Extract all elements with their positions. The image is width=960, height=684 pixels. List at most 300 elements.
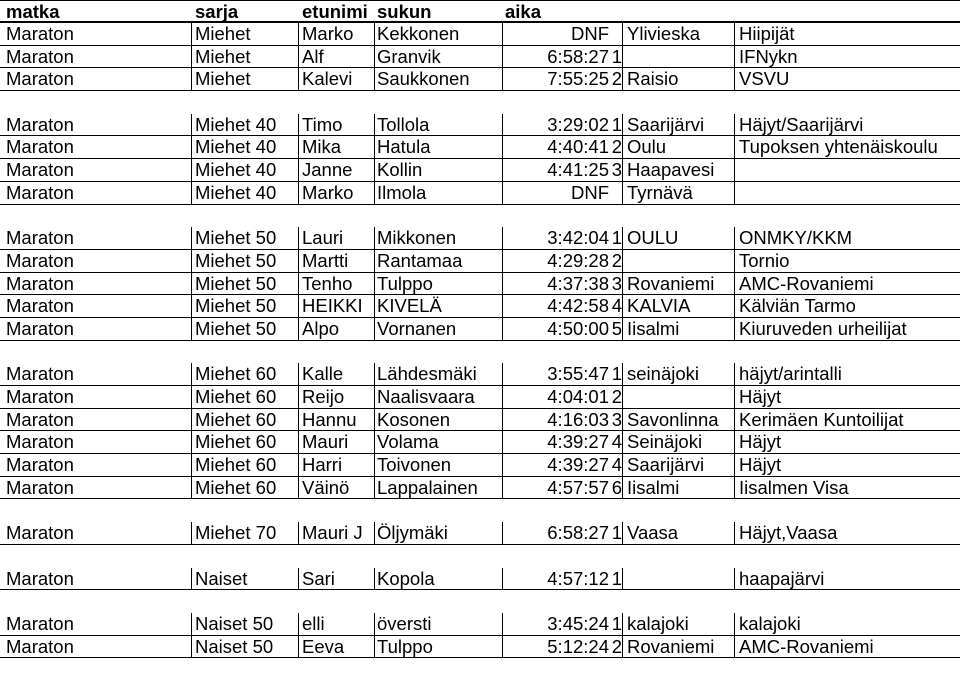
matka-cell[interactable]: Maraton <box>6 522 74 544</box>
etunimi-cell[interactable]: Tenho <box>302 272 353 294</box>
column-divider <box>622 454 623 476</box>
column-divider <box>502 114 503 136</box>
seura-cell[interactable] <box>739 182 959 204</box>
seura-cell[interactable]: IFNykn <box>739 45 798 67</box>
aika-cell[interactable]: 4:29:28 <box>547 249 609 271</box>
etunimi-cell[interactable]: Kalevi <box>302 68 353 90</box>
column-divider <box>374 182 375 204</box>
aika-cell[interactable]: 4:57:12 <box>547 567 609 589</box>
matka-cell[interactable]: Maraton <box>6 386 74 407</box>
column-divider <box>502 318 503 340</box>
etunimi-cell[interactable]: Alpo <box>302 317 340 339</box>
sarja-cell[interactable]: Miehet 60 <box>195 386 277 407</box>
etunimi-cell[interactable]: Mauri J <box>302 522 363 544</box>
table-row <box>0 477 960 500</box>
column-divider <box>502 431 503 453</box>
header-sarja: sarja <box>195 1 239 21</box>
column-divider <box>374 318 375 340</box>
sija-cell[interactable]: 4 <box>611 454 622 476</box>
sukunimi-cell[interactable]: översti <box>377 612 432 634</box>
column-divider <box>298 46 299 68</box>
column-divider <box>191 477 192 499</box>
column-divider <box>374 636 375 658</box>
column-divider <box>502 23 503 45</box>
column-divider <box>622 227 623 249</box>
column-divider <box>502 477 503 499</box>
sija-cell[interactable]: 1 <box>611 363 622 385</box>
aika-cell[interactable]: 4:04:01 <box>547 386 609 407</box>
column-divider <box>298 318 299 340</box>
sukunimi-cell[interactable]: Kekkonen <box>377 23 460 44</box>
sarja-cell[interactable]: Miehet 50 <box>195 317 277 339</box>
paikka-cell[interactable]: Iisalmi <box>627 317 680 339</box>
seura-cell[interactable] <box>739 159 959 181</box>
column-divider <box>191 431 192 453</box>
aika-cell[interactable]: 3:29:02 <box>547 113 609 135</box>
empty-row <box>0 590 960 613</box>
column-divider <box>298 386 299 408</box>
paikka-cell[interactable]: Iisalmi <box>627 476 680 498</box>
column-divider <box>374 568 375 590</box>
aika-cell[interactable]: 3:45:24 <box>547 612 609 634</box>
column-divider <box>191 136 192 158</box>
paikka-cell[interactable]: Seinäjoki <box>627 431 703 453</box>
sija-cell[interactable]: 4 <box>611 431 622 453</box>
aika-cell[interactable]: 4:39:27 <box>547 454 609 476</box>
column-divider <box>374 295 375 317</box>
sarja-cell[interactable]: Miehet <box>195 23 251 44</box>
etunimi-cell[interactable]: Reijo <box>302 386 345 407</box>
column-divider <box>502 409 503 431</box>
column-divider <box>502 46 503 68</box>
sarja-cell[interactable]: Miehet 50 <box>195 227 277 249</box>
sija-cell[interactable]: 4 <box>611 295 622 317</box>
column-divider <box>298 182 299 204</box>
etunimi-cell[interactable]: Mauri <box>302 431 349 453</box>
column-divider <box>298 454 299 476</box>
matka-cell[interactable]: Maraton <box>6 431 74 453</box>
column-divider <box>374 409 375 431</box>
table-row <box>0 159 960 182</box>
matka-cell[interactable]: Maraton <box>6 317 74 339</box>
sija-cell[interactable]: 1 <box>611 113 622 135</box>
column-divider <box>298 363 299 385</box>
paikka-cell[interactable]: Saarijärvi <box>627 454 705 476</box>
sija-cell[interactable]: 5 <box>611 317 622 339</box>
sukunimi-cell[interactable]: Toivonen <box>377 454 452 476</box>
column-divider <box>191 68 192 90</box>
aika-cell[interactable]: 7:55:25 <box>547 68 609 90</box>
column-divider <box>298 409 299 431</box>
etunimi-cell[interactable]: Timo <box>302 113 343 135</box>
column-divider <box>502 182 503 204</box>
etunimi-cell[interactable]: Harri <box>302 454 343 476</box>
matka-cell[interactable]: Maraton <box>6 363 74 385</box>
etunimi-cell[interactable]: Janne <box>302 159 353 181</box>
matka-cell[interactable]: Maraton <box>6 408 74 430</box>
column-divider <box>191 454 192 476</box>
column-divider <box>191 568 192 590</box>
paikka-cell[interactable]: Tyrnävä <box>627 181 693 203</box>
matka-cell[interactable]: Maraton <box>6 45 74 67</box>
etunimi-cell[interactable]: Mika <box>302 136 342 158</box>
sija-cell[interactable]: 2 <box>611 68 622 90</box>
matka-cell[interactable]: Maraton <box>6 272 74 294</box>
sarja-cell[interactable]: Naiset 50 <box>195 635 274 657</box>
column-divider <box>622 477 623 499</box>
sija-cell[interactable]: 2 <box>611 386 622 407</box>
column-divider <box>298 273 299 295</box>
table-row <box>0 227 960 250</box>
aika-cell[interactable]: 6:58:27 <box>547 522 609 544</box>
sija-cell[interactable]: 1 <box>611 227 622 249</box>
seura-cell[interactable]: VSVU <box>739 68 790 90</box>
etunimi-cell[interactable]: Hannu <box>302 408 357 430</box>
sarja-cell[interactable]: Miehet 60 <box>195 363 277 385</box>
column-divider <box>622 613 623 635</box>
seura-cell[interactable]: Kiuruveden urheilijat <box>739 317 907 339</box>
column-divider <box>191 613 192 635</box>
column-divider <box>622 68 623 90</box>
table-row <box>0 23 960 46</box>
sukunimi-cell[interactable]: KIVELÄ <box>377 295 442 317</box>
column-divider <box>191 273 192 295</box>
column-divider <box>298 477 299 499</box>
matka-cell[interactable]: Maraton <box>6 249 74 271</box>
column-divider <box>374 613 375 635</box>
table-row <box>0 318 960 341</box>
aika-cell[interactable]: 6:58:27 <box>547 45 609 67</box>
table-row <box>0 136 960 159</box>
sarja-cell[interactable]: Miehet 60 <box>195 431 277 453</box>
column-divider <box>191 295 192 317</box>
column-divider <box>622 409 623 431</box>
table-row <box>0 613 960 636</box>
column-divider <box>622 363 623 385</box>
paikka-cell[interactable]: Oulu <box>627 136 667 158</box>
column-divider <box>191 522 192 544</box>
paikka-cell[interactable]: Ylivieska <box>627 23 700 44</box>
sija-cell[interactable]: 2 <box>611 635 622 657</box>
seura-cell[interactable]: Iisalmen Visa <box>739 476 849 498</box>
sukunimi-cell[interactable]: Granvik <box>377 45 441 67</box>
sarja-cell[interactable]: Miehet 60 <box>195 408 277 430</box>
matka-cell[interactable]: Maraton <box>6 113 74 135</box>
seura-cell[interactable]: AMC-Rovaniemi <box>739 272 874 294</box>
sija-cell[interactable]: 3 <box>611 159 622 181</box>
etunimi-cell[interactable]: Marko <box>302 181 354 203</box>
column-divider <box>374 159 375 181</box>
sukunimi-cell[interactable]: Kopola <box>377 567 435 589</box>
paikka-cell[interactable]: Saarijärvi <box>627 113 705 135</box>
aika-cell[interactable]: 4:41:25 <box>547 159 609 181</box>
sukunimi-cell[interactable]: Vornanen <box>377 317 457 339</box>
column-divider <box>622 431 623 453</box>
sukunimi-cell[interactable]: Mikkonen <box>377 227 457 249</box>
matka-cell[interactable]: Maraton <box>6 567 74 589</box>
sukunimi-cell[interactable]: Tollola <box>377 113 430 135</box>
sarja-cell[interactable]: Naiset 50 <box>195 612 274 634</box>
column-divider <box>191 159 192 181</box>
sija-cell[interactable] <box>605 23 622 45</box>
etunimi-cell[interactable]: Marko <box>302 23 354 44</box>
column-divider <box>502 613 503 635</box>
sija-cell[interactable]: 3 <box>611 272 622 294</box>
sija-cell[interactable]: 1 <box>611 522 622 544</box>
sarja-cell[interactable]: Miehet 40 <box>195 181 277 203</box>
column-divider <box>374 477 375 499</box>
aika-cell[interactable]: 5:12:24 <box>547 635 609 657</box>
column-divider <box>502 522 503 544</box>
matka-cell[interactable]: Maraton <box>6 159 74 181</box>
empty-row <box>0 91 960 114</box>
column-divider <box>298 522 299 544</box>
etunimi-cell[interactable]: Kalle <box>302 363 344 385</box>
seura-cell[interactable]: Kälviän Tarmo <box>739 295 856 317</box>
sarja-cell[interactable]: Miehet 60 <box>195 476 277 498</box>
aika-cell[interactable]: 4:57:57 <box>547 476 609 498</box>
matka-cell[interactable]: Maraton <box>6 635 74 657</box>
sarja-cell[interactable]: Miehet 50 <box>195 295 277 317</box>
column-divider <box>298 295 299 317</box>
paikka-cell[interactable]: seinäjoki <box>627 363 699 385</box>
paikka-cell[interactable]: Haapavesi <box>627 159 715 181</box>
matka-cell[interactable]: Maraton <box>6 23 74 44</box>
table-row <box>0 295 960 318</box>
sukunimi-cell[interactable]: Kollin <box>377 159 423 181</box>
paikka-cell[interactable]: Vaasa <box>627 522 679 544</box>
column-divider <box>502 636 503 658</box>
sija-cell[interactable]: 1 <box>611 612 622 634</box>
matka-cell[interactable]: Maraton <box>6 136 74 158</box>
seura-cell[interactable]: kalajoki <box>739 612 801 634</box>
sija-cell[interactable]: 1 <box>611 45 622 67</box>
column-divider <box>374 273 375 295</box>
sarja-cell[interactable]: Miehet 40 <box>195 113 277 135</box>
table-row <box>0 522 960 545</box>
column-divider <box>298 568 299 590</box>
sarja-cell[interactable]: Miehet 70 <box>195 522 277 544</box>
sija-cell[interactable] <box>605 182 622 204</box>
column-divider <box>622 568 623 590</box>
table-row <box>0 46 960 69</box>
column-divider <box>298 250 299 272</box>
column-divider <box>622 136 623 158</box>
column-divider <box>374 454 375 476</box>
paikka-cell[interactable] <box>627 568 737 590</box>
column-divider <box>191 182 192 204</box>
sarja-cell[interactable]: Miehet 50 <box>195 272 277 294</box>
seura-cell[interactable]: haapajärvi <box>739 567 825 589</box>
table-row <box>0 636 960 659</box>
column-divider <box>502 363 503 385</box>
table-row <box>0 182 960 205</box>
sija-cell[interactable]: 2 <box>611 136 622 158</box>
sarja-cell[interactable]: Miehet 50 <box>195 249 277 271</box>
seura-cell[interactable]: Hiipijät <box>739 23 795 44</box>
paikka-cell[interactable]: Raisio <box>627 68 679 90</box>
aika-cell[interactable]: 3:42:04 <box>547 227 609 249</box>
paikka-cell[interactable]: KALVIA <box>627 295 691 317</box>
sarja-cell[interactable]: Miehet 40 <box>195 159 277 181</box>
sija-cell[interactable]: 1 <box>611 567 622 589</box>
sukunimi-cell[interactable]: Tulppo <box>377 635 433 657</box>
sukunimi-cell[interactable]: Ilmola <box>377 181 427 203</box>
sukunimi-cell[interactable]: Volama <box>377 431 439 453</box>
column-divider <box>191 23 192 45</box>
aika-cell[interactable]: DNF <box>570 23 609 44</box>
aika-cell[interactable]: 4:50:00 <box>547 317 609 339</box>
table-row <box>0 250 960 273</box>
sarja-cell[interactable]: Miehet 60 <box>195 454 277 476</box>
aika-cell[interactable]: 4:42:58 <box>547 295 609 317</box>
aika-cell[interactable]: 3:55:47 <box>547 363 609 385</box>
column-divider <box>622 23 623 45</box>
column-divider <box>191 318 192 340</box>
aika-cell[interactable]: 4:16:03 <box>547 408 609 430</box>
paikka-cell[interactable] <box>627 386 737 408</box>
aika-cell[interactable]: 4:39:27 <box>547 431 609 453</box>
matka-cell[interactable]: Maraton <box>6 476 74 498</box>
column-divider <box>622 636 623 658</box>
table-row <box>0 363 960 386</box>
seura-cell[interactable]: Tornio <box>739 249 790 271</box>
column-divider <box>191 386 192 408</box>
column-divider <box>502 568 503 590</box>
sukunimi-cell[interactable]: Hatula <box>377 136 431 158</box>
column-divider <box>502 68 503 90</box>
column-divider <box>622 318 623 340</box>
seura-cell[interactable]: Häjyt <box>739 454 782 476</box>
etunimi-cell[interactable]: Sari <box>302 567 335 589</box>
column-divider <box>622 273 623 295</box>
column-divider <box>298 114 299 136</box>
column-divider <box>298 613 299 635</box>
column-divider <box>374 363 375 385</box>
sukunimi-cell[interactable]: Tulppo <box>377 272 433 294</box>
paikka-cell[interactable]: Rovaniemi <box>627 272 715 294</box>
column-divider <box>374 23 375 45</box>
seura-cell[interactable]: Tupoksen yhtenäiskoulu <box>739 136 938 158</box>
seura-cell[interactable]: häjyt/arintalli <box>739 363 842 385</box>
table-row <box>0 454 960 477</box>
column-divider <box>374 522 375 544</box>
table-row <box>0 431 960 454</box>
column-divider <box>502 295 503 317</box>
etunimi-cell[interactable]: elli <box>302 612 325 634</box>
aika-cell[interactable]: DNF <box>570 181 609 203</box>
sukunimi-cell[interactable]: Öljymäki <box>377 522 448 544</box>
column-divider <box>191 227 192 249</box>
matka-cell[interactable]: Maraton <box>6 295 74 317</box>
sukunimi-cell[interactable]: Saukkonen <box>377 68 470 90</box>
column-divider <box>298 431 299 453</box>
empty-row <box>0 205 960 228</box>
matka-cell[interactable]: Maraton <box>6 454 74 476</box>
matka-cell[interactable]: Maraton <box>6 612 74 634</box>
table-row <box>0 409 960 432</box>
column-divider <box>374 68 375 90</box>
column-divider <box>502 454 503 476</box>
sarja-cell[interactable]: Miehet <box>195 68 251 90</box>
etunimi-cell[interactable]: Martti <box>302 249 349 271</box>
matka-cell[interactable]: Maraton <box>6 181 74 203</box>
column-divider <box>622 250 623 272</box>
seura-cell[interactable]: Häjyt <box>739 386 782 407</box>
table-row <box>0 114 960 137</box>
column-divider <box>191 114 192 136</box>
etunimi-cell[interactable]: Väinö <box>302 476 350 498</box>
paikka-cell[interactable]: kalajoki <box>627 612 689 634</box>
column-divider <box>298 636 299 658</box>
seura-cell[interactable]: Häjyt,Vaasa <box>739 522 838 544</box>
column-divider <box>502 227 503 249</box>
matka-cell[interactable]: Maraton <box>6 68 74 90</box>
paikka-cell[interactable]: Rovaniemi <box>627 635 715 657</box>
column-divider <box>191 250 192 272</box>
sarja-cell[interactable]: Miehet 40 <box>195 136 277 158</box>
paikka-cell[interactable]: Savonlinna <box>627 408 719 430</box>
sukunimi-cell[interactable]: Lähdesmäki <box>377 363 477 385</box>
column-divider <box>622 182 623 204</box>
etunimi-cell[interactable]: HEIKKI <box>302 295 363 317</box>
sukunimi-cell[interactable]: Kosonen <box>377 408 451 430</box>
sija-cell[interactable]: 2 <box>611 249 622 271</box>
column-divider <box>374 114 375 136</box>
aika-cell[interactable]: 4:40:41 <box>547 136 609 158</box>
empty-row <box>0 499 960 522</box>
seura-cell[interactable]: Häjyt <box>739 431 782 453</box>
sarja-cell[interactable]: Miehet <box>195 45 251 67</box>
column-divider <box>374 431 375 453</box>
column-divider <box>622 159 623 181</box>
table-row <box>0 568 960 591</box>
seura-cell[interactable]: Kerimäen Kuntoilijat <box>739 408 904 430</box>
column-divider <box>502 273 503 295</box>
sukunimi-cell[interactable]: Rantamaa <box>377 249 463 271</box>
sija-cell[interactable]: 6 <box>611 476 622 498</box>
seura-cell[interactable]: Häjyt/Saarijärvi <box>739 113 864 135</box>
aika-cell[interactable]: 4:37:38 <box>547 272 609 294</box>
column-divider <box>502 159 503 181</box>
matka-cell[interactable]: Maraton <box>6 227 74 249</box>
column-divider <box>191 636 192 658</box>
column-divider <box>622 386 623 408</box>
sarja-cell[interactable]: Naiset <box>195 567 248 589</box>
sukunimi-cell[interactable]: Lappalainen <box>377 476 478 498</box>
seura-cell[interactable]: ONMKY/KKM <box>739 227 853 249</box>
column-divider <box>374 386 375 408</box>
header-aika: aika <box>505 1 542 21</box>
header-etunimi: etunimi <box>302 1 368 21</box>
paikka-cell[interactable] <box>627 46 737 68</box>
column-divider <box>298 68 299 90</box>
seura-cell[interactable]: AMC-Rovaniemi <box>739 635 874 657</box>
column-divider <box>502 136 503 158</box>
etunimi-cell[interactable]: Eeva <box>302 635 345 657</box>
empty-row <box>0 545 960 568</box>
sukunimi-cell[interactable]: Naalisvaara <box>377 386 475 407</box>
paikka-cell[interactable]: OULU <box>627 227 679 249</box>
paikka-cell[interactable] <box>627 250 737 272</box>
column-divider <box>502 386 503 408</box>
etunimi-cell[interactable]: Lauri <box>302 227 344 249</box>
sija-cell[interactable]: 3 <box>611 408 622 430</box>
column-divider <box>622 295 623 317</box>
column-divider <box>374 136 375 158</box>
etunimi-cell[interactable]: Alf <box>302 45 324 67</box>
column-divider <box>298 136 299 158</box>
